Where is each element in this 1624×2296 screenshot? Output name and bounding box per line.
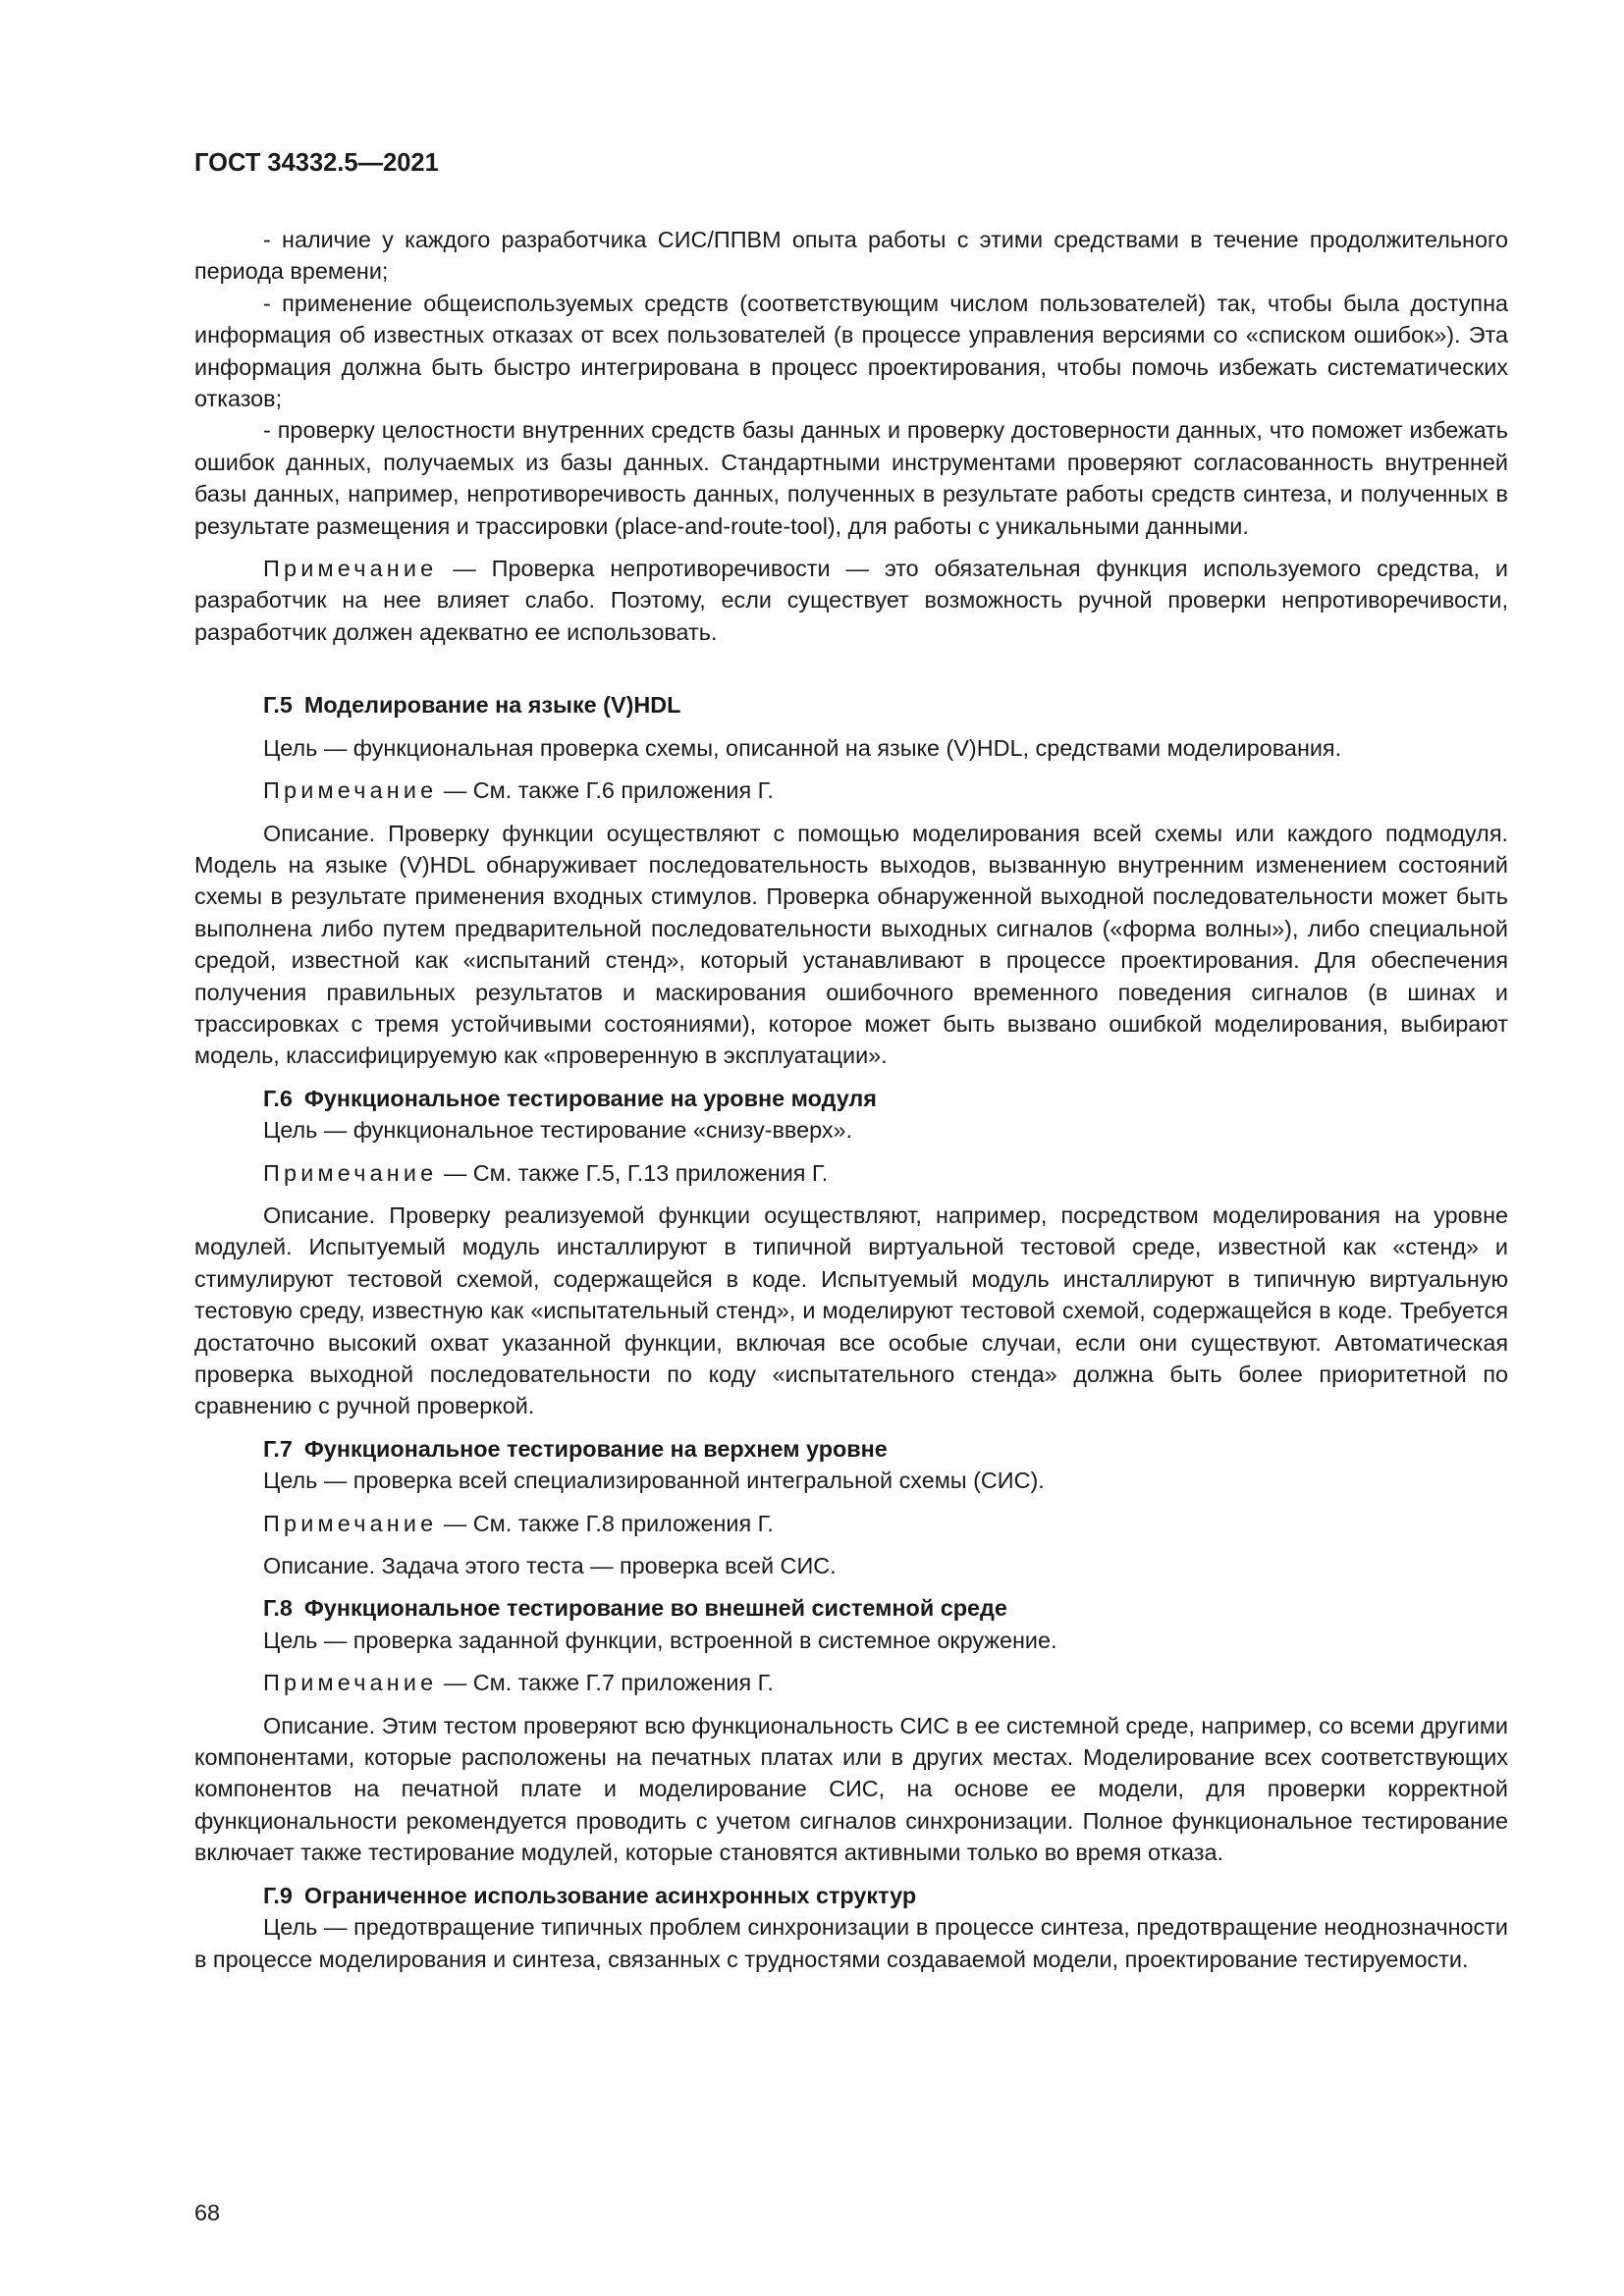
intro-item: - применение общеиспользуемых средств (соответствующим числом пользователей) так, чтобы была доступна информация об известных отказах от всех пользователей (в процессе управления версиями со «списком ошибок»). Эта информация должна быть быстро интегрирована в процесс проектирования, чтобы помочь избежать систематических отказов; bbox=[194, 290, 1508, 412]
section-title: Ограниченное использование асинхронных структур bbox=[303, 1882, 917, 1908]
note-label: Примечание bbox=[263, 1510, 438, 1536]
section-title: Функциональное тестирование на верхнем уровне bbox=[303, 1435, 888, 1462]
section-description: Описание. Задача этого теста — проверка всей СИС. bbox=[263, 1553, 837, 1579]
section-heading-g5 bbox=[194, 689, 1508, 721]
section-title: Моделирование на языке (V)HDL bbox=[303, 692, 681, 719]
section-heading-g8 bbox=[194, 1592, 1508, 1624]
section-goal: Цель — проверка заданной функции, встроенной в системное окружение. bbox=[263, 1627, 1057, 1653]
section-description: Описание. Проверку реализуемой функции осуществляют, например, посредством моделирования на уровне модулей. Испытуемый модуль инсталлируют в типичной виртуальной тестовой среде, известной как «стенд» и стимулируют тестовой схемой, содержащейся в коде. Испытуемый модуль инсталлируют в типичную виртуальную тестовую среду, известную как «испытательный стенд», и моделируют тестовой схемой, содержащейся в коде. Требуется достаточно высокий охват указанной функции, включая все особые случаи, если они существуют. Автоматическая проверка выходной последовательности по коду «испытательного стенда» должна быть более приоритетной по сравнению с ручной проверкой. bbox=[194, 1201, 1508, 1419]
section-heading-g6 bbox=[194, 1083, 1508, 1114]
section-number: Г.7 bbox=[263, 1435, 293, 1462]
intro-item: - наличие у каждого разработчика СИС/ППВМ опыта работы с этими средствами в течение продолжительного периода времени; bbox=[194, 227, 1508, 285]
section-heading-g9 bbox=[194, 1880, 1508, 1911]
section-title: Функциональное тестирование на уровне модуля bbox=[303, 1085, 877, 1111]
section-title: Функциональное тестирование во внешней системной среде bbox=[303, 1595, 1007, 1622]
section-note bbox=[194, 1667, 1508, 1698]
section-number: Г.9 bbox=[263, 1882, 293, 1908]
intro-note bbox=[194, 553, 1508, 648]
section-goal: Цель — функциональная проверка схемы, описанной на языке (V)HDL, средствами моделирования. bbox=[263, 734, 1342, 761]
note-text: — См. также Г.7 приложения Г. bbox=[437, 1670, 774, 1696]
section-note bbox=[194, 1508, 1508, 1539]
document-header: ГОСТ 34332.5—2021 bbox=[194, 149, 439, 177]
section-goal: Цель — функциональное тестирование «снизу-вверх». bbox=[263, 1117, 853, 1144]
note-text: — См. также Г.6 приложения Г. bbox=[437, 777, 774, 804]
section-number: Г.5 bbox=[263, 692, 293, 719]
section-description: Описание. Проверку функции осуществляют с помощью моделирования всей схемы или каждого подмодуля. Модель на языке (V)HDL обнаруживает последовательность выходов, вызванную внутренним изменением состояний схемы в результате применения входных стимулов. Проверка обнаруженной выходной последовательности может быть выполнена либо путем предварительной последовательности выходных сигналов («форма волны»), либо специальной средой, известной как «испытаний стенд», который устанавливают в процессе проектирования. Для обеспечения получения правильных результатов и маскирования ошибочного временного поведения сигналов (в шинах и трассировках с тремя устойчивыми состояниями), которое может быть вызвано ошибкой моделирования, выбирают модель, классифицируемую как «проверенную в эксплуатации». bbox=[194, 820, 1508, 1069]
page-body bbox=[194, 224, 1508, 1975]
section-goal: Цель — предотвращение типичных проблем синхронизации в процессе синтеза, предотвращение неоднозначности в процессе моделирования и синтеза, связанных с трудностями создаваемой модели, проектирование тестируемости. bbox=[194, 1914, 1508, 1972]
section-number: Г.8 bbox=[263, 1595, 293, 1622]
note-text: — Проверка непротиворечивости — это обязательная функция используемого средства, и разработчик на нее влияет слабо. Поэтому, если существует возможность ручной проверки непротиворечивости, разработчик должен адекватно ее использовать. bbox=[194, 556, 1508, 645]
section-note bbox=[194, 774, 1508, 806]
section-description: Описание. Этим тестом проверяют всю функциональность СИС в ее системной среде, например, со всеми другими компонентами, которые расположены на печатных платах или в других местах. Моделирование всех соответствующих компонентов на печатной плате и моделирование СИС, на основе ее модели, для проверки корректной функциональности рекомендуется проводить с учетом сигналов синхронизации. Полное функциональное тестирование включает также тестирование модулей, которые становятся активными только во время отказа. bbox=[194, 1712, 1508, 1866]
note-label: Примечание bbox=[263, 556, 438, 582]
page-number: 68 bbox=[194, 2200, 221, 2225]
note-label: Примечание bbox=[263, 1159, 438, 1186]
section-note bbox=[194, 1157, 1508, 1189]
section-number: Г.6 bbox=[263, 1085, 293, 1111]
note-text: — См. также Г.5, Г.13 приложения Г. bbox=[437, 1159, 829, 1186]
intro-item: - проверку целостности внутренних средств базы данных и проверку достоверности данных, что поможет избежать ошибок данных, получаемых из базы данных. Стандартными инструментами проверяют согласованность внутренней базы данных, например, непротиворечивость данных, полученных в результате работы средств синтеза, и полученных в результате размещения и трассировки (place-and-route-tool), для работы с уникальными данными. bbox=[194, 417, 1508, 539]
note-text: — См. также Г.8 приложения Г. bbox=[437, 1510, 774, 1536]
note-label: Примечание bbox=[263, 777, 438, 804]
section-heading-g7 bbox=[194, 1433, 1508, 1465]
section-goal: Цель — проверка всей специализированной интегральной схемы (СИС). bbox=[263, 1468, 1045, 1494]
note-label: Примечание bbox=[263, 1670, 438, 1696]
